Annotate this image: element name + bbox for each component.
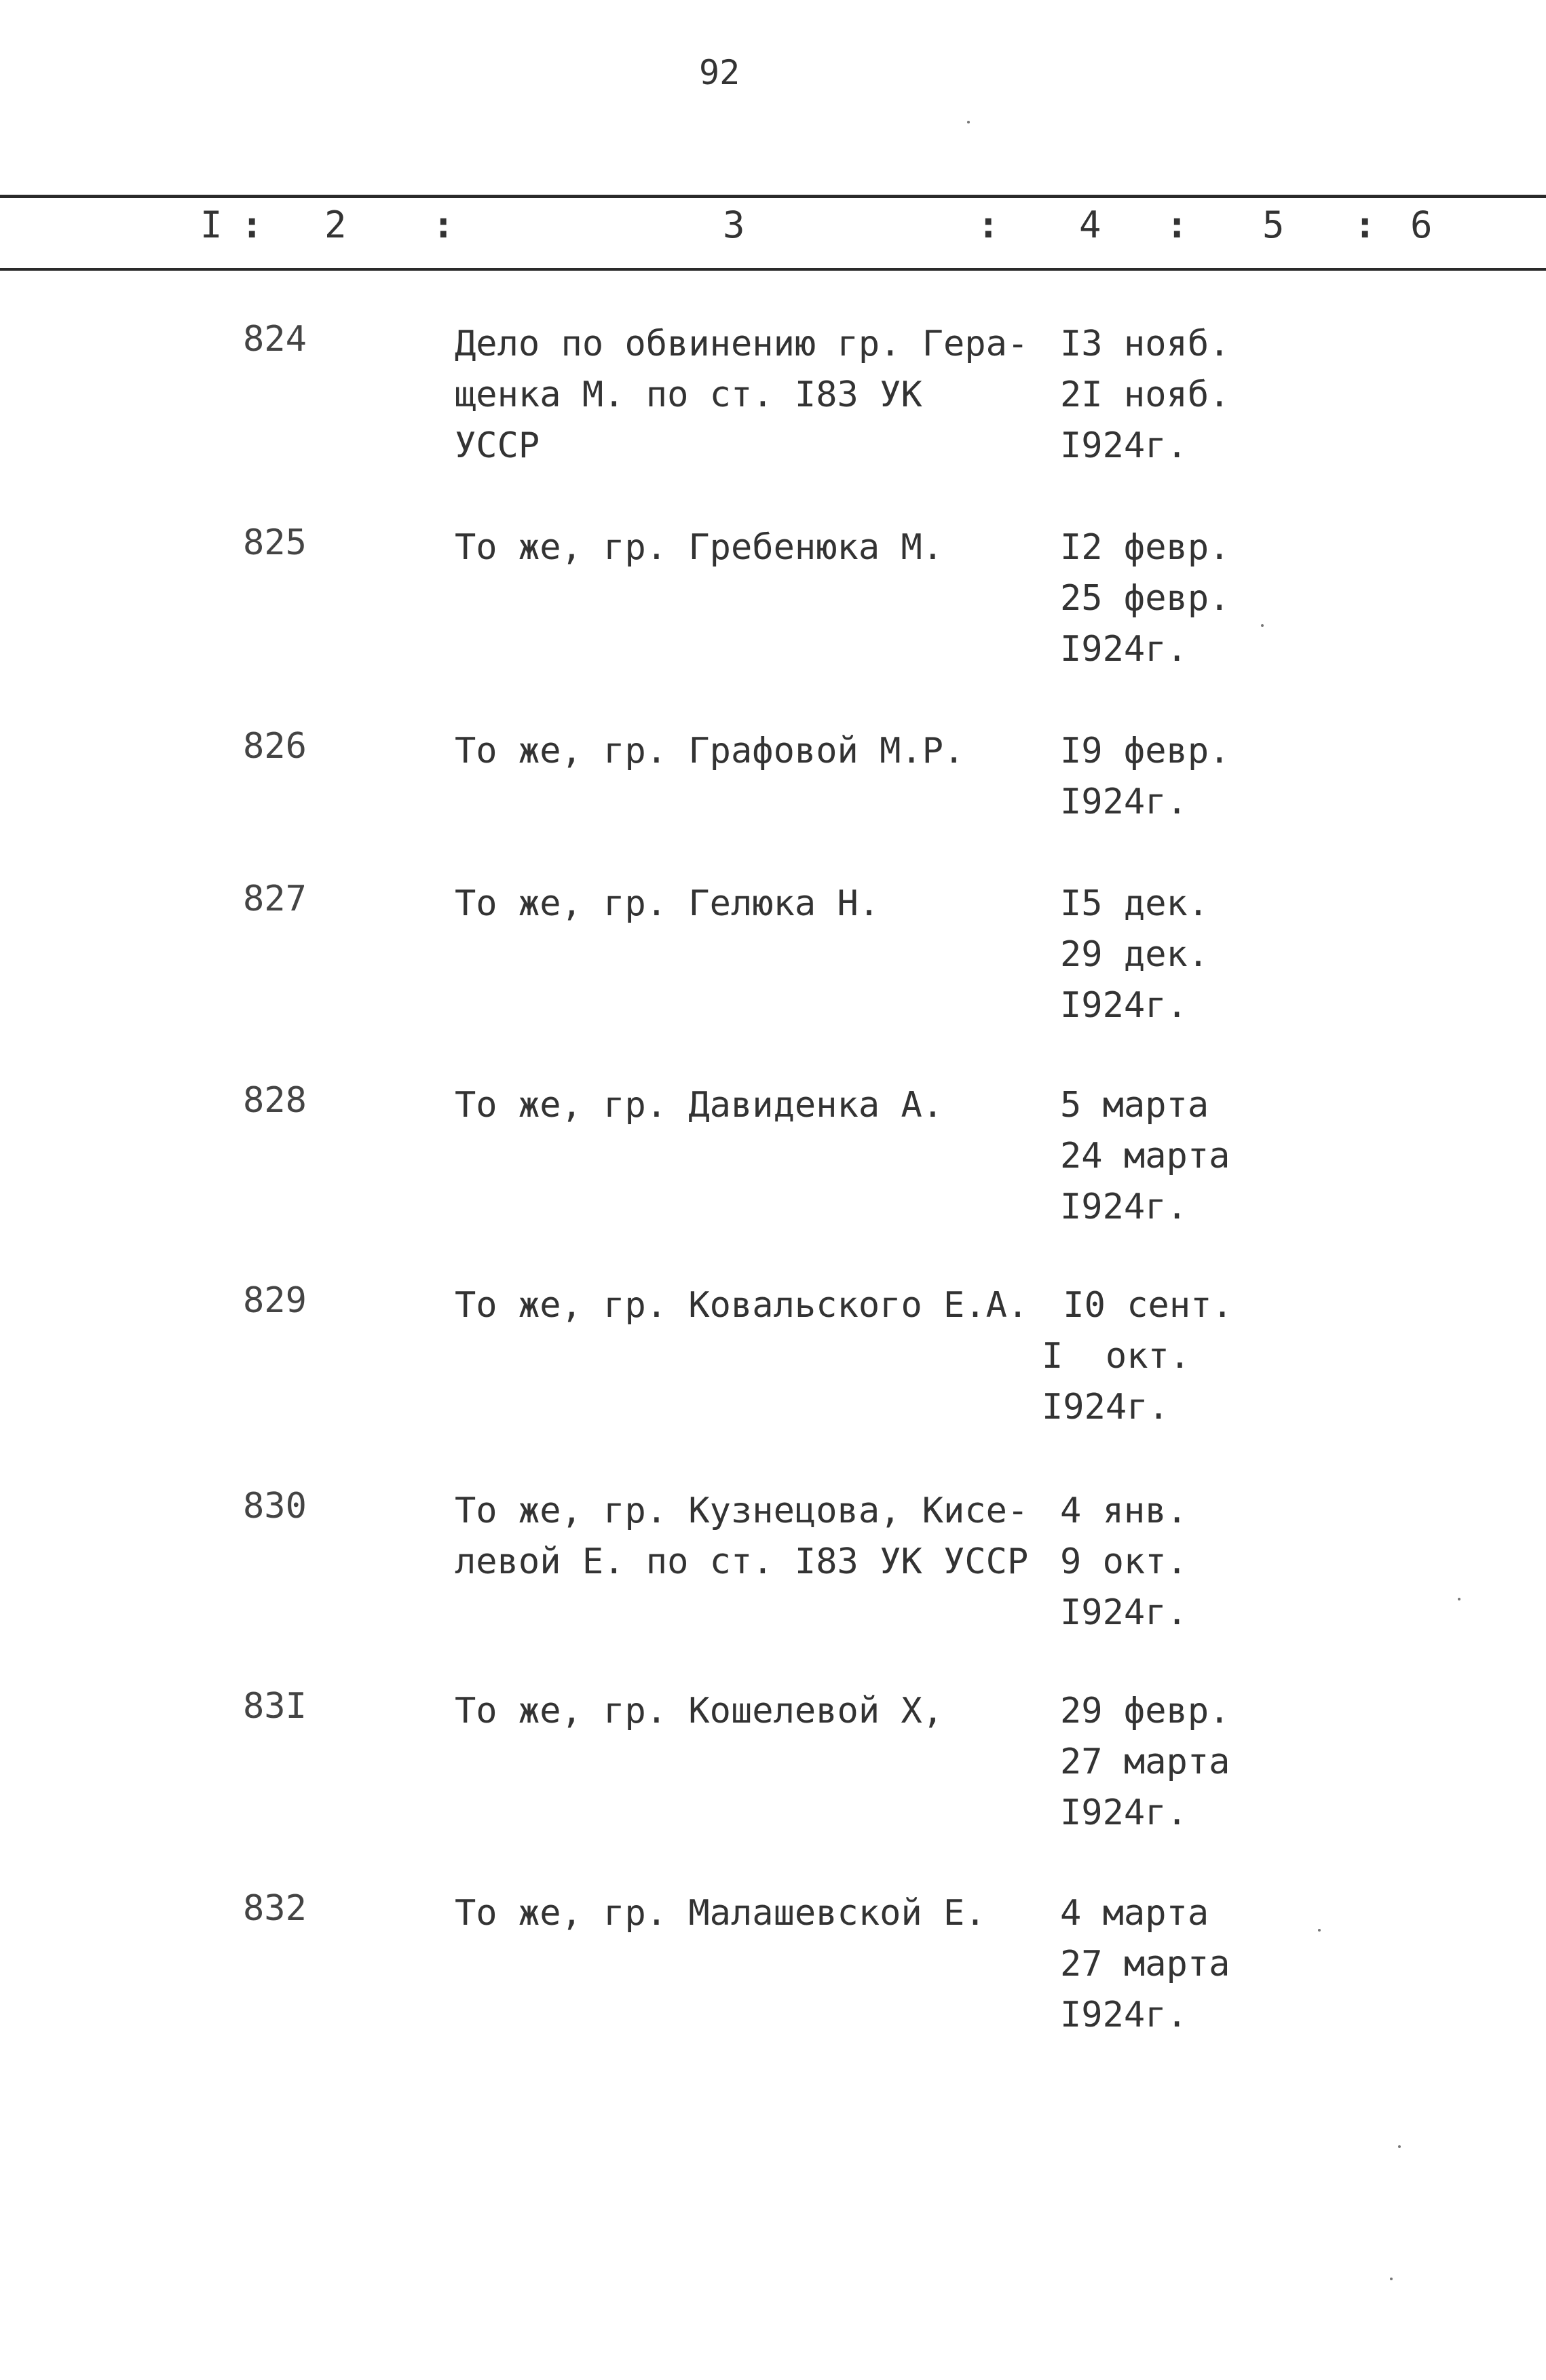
header-rule-bottom — [0, 268, 1546, 271]
entry-dates: 5 марта 24 марта I924г. — [1060, 1085, 1230, 1227]
entry-description: То же, гр. Гребенюка М. — [455, 527, 944, 568]
entry-dates: I5 дек. 29 дек. I924г. — [1060, 883, 1209, 1026]
entry-dates: I2 февр. 25 февр. I924г. — [1060, 527, 1230, 670]
column-separator: : — [432, 204, 455, 246]
entry-dates: 4 марта 27 марта I924г. — [1060, 1893, 1230, 2035]
list-item — [0, 522, 1546, 726]
column-separator: : — [977, 204, 1000, 246]
entry-number: 829 — [243, 1280, 307, 1321]
list-item — [0, 1888, 1546, 2090]
list-item — [0, 1080, 1546, 1280]
entry-dates: 4 янв. 9 окт. I924г. — [1060, 1491, 1188, 1633]
entry-number: 832 — [243, 1888, 307, 1929]
entry-number: 83I — [243, 1686, 307, 1727]
column-header-1: I — [200, 204, 223, 246]
header-rule-top — [0, 195, 1546, 198]
list-item — [0, 726, 1546, 879]
scan-speck — [1390, 2278, 1393, 2280]
column-separator: : — [1166, 204, 1188, 246]
entry-dates: 29 февр. 27 марта I924г. — [1060, 1691, 1230, 1833]
entry-dates: I3 нояб. 2I нояб. I924г. — [1060, 324, 1230, 466]
scan-speck — [1398, 2145, 1401, 2148]
column-header-6: 6 — [1410, 204, 1433, 246]
column-separator: : — [241, 204, 263, 246]
column-separator: : — [1354, 204, 1376, 246]
entry-description: Дело по обвинению гр. Гера- щенка М. по ст. I83 УК УССР — [455, 324, 1029, 466]
entry-number: 828 — [243, 1080, 307, 1121]
entry-dates: I9 февр. I924г. — [1060, 731, 1230, 822]
column-header-4: 4 — [1079, 204, 1101, 246]
list-item — [0, 1280, 1546, 1486]
entry-description: То же, гр. Давиденка А. — [455, 1085, 944, 1126]
column-header-5: 5 — [1262, 204, 1285, 246]
entry-number: 827 — [243, 879, 307, 919]
list-item — [0, 879, 1546, 1080]
scan-speck — [967, 121, 970, 123]
entry-list — [0, 319, 1546, 2090]
entry-description: То же, гр. Малашевской Е. — [455, 1893, 986, 1934]
entry-description: То же, гр. Ковальского Е.А. — [455, 1285, 1029, 1326]
entry-number: 830 — [243, 1486, 307, 1527]
column-header-3: 3 — [723, 204, 745, 246]
entry-description: То же, гр. Кошелевой Х, — [455, 1691, 944, 1731]
scan-speck — [1318, 1929, 1321, 1932]
list-item — [0, 1686, 1546, 1888]
list-item — [0, 1486, 1546, 1686]
entry-number: 824 — [243, 319, 307, 360]
entry-number: 826 — [243, 726, 307, 767]
entry-description: То же, гр. Графовой М.Р. — [455, 731, 965, 771]
scan-speck — [1458, 1598, 1460, 1600]
page-number: 92 — [699, 53, 740, 92]
entry-dates: I0 сент. I окт. I924г. — [1042, 1285, 1233, 1427]
scan-speck — [1261, 624, 1264, 627]
entry-number: 825 — [243, 522, 307, 563]
column-header-2: 2 — [324, 204, 347, 246]
entry-description: То же, гр. Гелюка Н. — [455, 883, 880, 924]
entry-description: То же, гр. Кузнецова, Кисе- левой Е. по ст. I83 УК УССР — [455, 1491, 1029, 1582]
list-item — [0, 319, 1546, 522]
